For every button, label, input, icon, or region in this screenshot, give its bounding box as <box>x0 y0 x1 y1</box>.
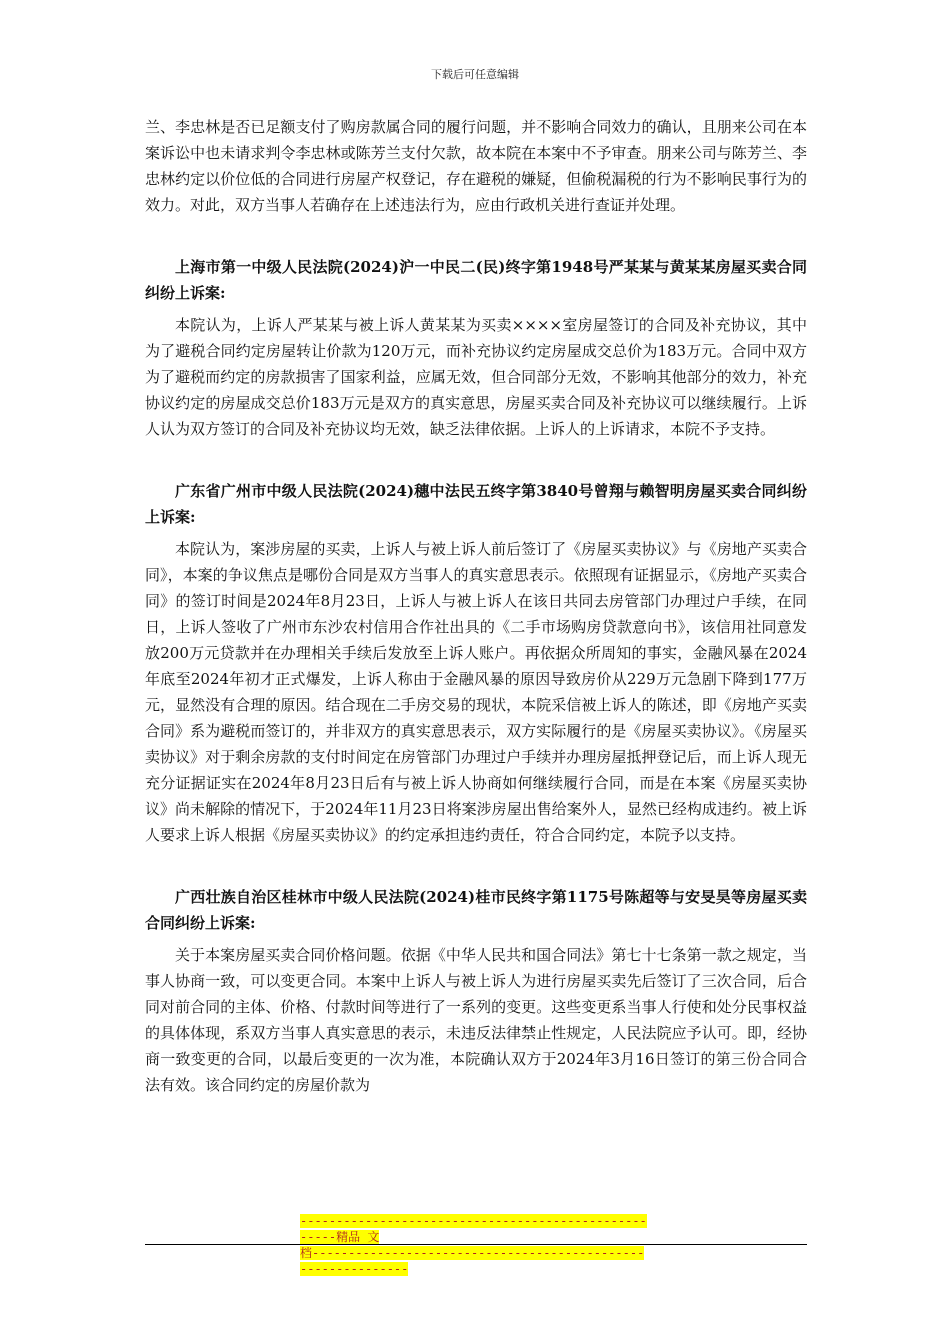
case-body: 本院认为，上诉人严某某与被上诉人黄某某为买卖××××室房屋签订的合同及补充协议，其中为了避税合同约定房屋转让价款为120万元，而补充协议约定房屋成交总价为183万元。合同中双方为了避税而约定的房款损害了国家利益，应属无效，但合同部分无效，不影响其他部分的效力，补充协议约定的房屋成交总价183万元是双方的真实意思，房屋买卖合同及补充协议可以继续履行。上诉人认为双方签订的合同及补充协议均无效，缺乏法律依据。上诉人的上诉请求，本院不予支持。 <box>145 316 807 438</box>
intro-paragraph: 兰、李忠林是否已足额支付了购房款属合同的履行问题，并不影响合同效力的确认，且朋来公司在本案诉讼中也未请求判令李忠林或陈芳兰支付欠款，故本院在本案中不予审查。朋来公司与陈芳兰、李忠林约定以价位低的合同进行房屋产权登记，存在避税的嫌疑，但偷税漏税的行为不影响民事行为的效力。对此，双方当事人若确存在上述违法行为，应由行政机关进行查证并处理。 <box>145 118 807 214</box>
document-body <box>145 114 807 1098</box>
case-heading: 广东省广州市中级人民法院(2024)穗中法民五终字第3840号曾翔与赖智明房屋买卖合同纠纷上诉案: <box>145 482 807 526</box>
section-gap <box>145 442 807 478</box>
case-heading: 上海市第一中级人民法院(2024)沪一中民二(民)终字第1948号严某某与黄某某房屋买卖合同纠纷上诉案: <box>145 258 807 302</box>
section-gap <box>145 218 807 254</box>
footer-banner-line-2: 档------------------------------------------------------------- <box>300 1246 645 1276</box>
footer-rule <box>145 1244 807 1245</box>
section-gap <box>145 848 807 884</box>
page-header: 下载后可任意编辑 <box>431 68 519 81</box>
footer-banner-line-1: -----------------------------------------------------精品 文 <box>300 1214 647 1244</box>
footer-watermark-banner <box>300 1213 650 1277</box>
case-body: 本院认为，案涉房屋的买卖，上诉人与被上诉人前后签订了《房屋买卖协议》与《房地产买卖合同》，本案的争议焦点是哪份合同是双方当事人的真实意思表示。依照现有证据显示，《房地产买卖合同》的签订时间是2024年8月23日，上诉人与被上诉人在该日共同去房管部门办理过户手续，在同日，上诉人签收了广州市东沙农村信用合作社出具的《二手市场购房贷款意向书》，该信用社同意发放200万元贷款并在办理相关手续后发放至上诉人账户。再依据众所周知的事实，金融风暴在2024年底至2024年初才正式爆发，上诉人称由于金融风暴的原因导致房价从229万元急剧下降到177万元，显然没有合理的原因。结合现在二手房交易的现状，本院采信被上诉人的陈述，即《房地产买卖合同》系为避税而签订的，并非双方的真实意思表示，双方实际履行的是《房屋买卖协议》。《房屋买卖协议》对于剩余房款的支付时间定在房管部门办理过户手续并办理房屋抵押登记后，而上诉人现无充分证据证实在2024年8月23日后有与被上诉人协商如何继续履行合同，而是在本案《房屋买卖协议》尚未解除的情况下，于2024年11月23日将案涉房屋出售给案外人，显然已经构成违约。被上诉人要求上诉人根据《房屋买卖协议》的约定承担违约责任，符合合同约定，本院予以支持。 <box>145 540 807 844</box>
case-body: 关于本案房屋买卖合同价格问题。依据《中华人民共和国合同法》第七十七条第一款之规定，当事人协商一致，可以变更合同。本案中上诉人与被上诉人为进行房屋买卖先后签订了三次合同，后合同对前合同的主体、价格、付款时间等进行了一系列的变更。这些变更系当事人行使和处分民事权益的具体体现，系双方当事人真实意思的表示，未违反法律禁止性规定，人民法院应予认可。即，经协商一致变更的合同，以最后变更的一次为准，本院确认双方于2024年3月16日签订的第三份合同合法有效。该合同约定的房屋价款为 <box>145 946 807 1094</box>
case-heading: 广西壮族自治区桂林市中级人民法院(2024)桂市民终字第1175号陈超等与安旻昊等房屋买卖合同纠纷上诉案: <box>145 888 807 932</box>
